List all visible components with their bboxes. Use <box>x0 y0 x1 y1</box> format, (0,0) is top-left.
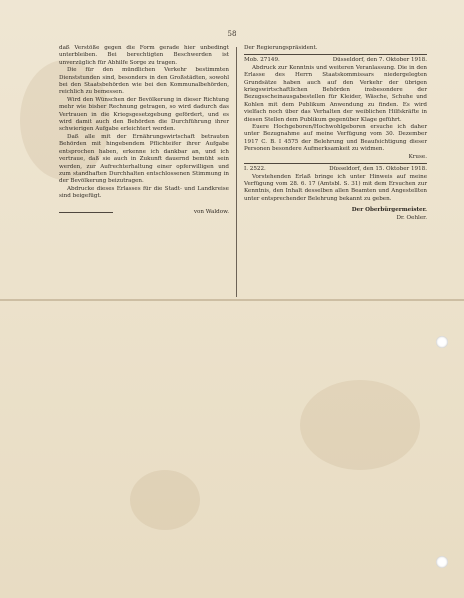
section-header: Der Regierungspräsident. <box>244 45 318 51</box>
left-column <box>59 45 229 216</box>
right-column <box>244 45 427 222</box>
reference-number: I. 2522. <box>244 166 266 173</box>
reference-line <box>244 166 427 173</box>
separator <box>244 163 427 164</box>
signature: von Waldow. <box>193 208 229 215</box>
signature-row <box>59 209 229 216</box>
left-paragraph: Abdrucke dieses Erlasses für die Stadt- und Landkreise sind beigefügt. <box>59 185 229 200</box>
reference-line <box>244 57 427 64</box>
paper-fold <box>0 299 464 301</box>
place-date: Düsseldorf, den 15. Oktober 1918. <box>329 166 427 173</box>
column-divider <box>236 47 237 297</box>
left-paragraph: Daß alle mit der Ernährungswirtschaft betrauten Behörden mit hingebendem Pflichteifer ihrer Aufgabe entsprochen haben, erkenne ich dankbar an, und ich vertraue, daß sie auch in Zukunft dauernd bemüht sein werden, zur Aufrechterhaltung einer opferwilligen und zum standhaften Durchhalten entschlossenen Stimmung in der Bevölkerung beizutragen. <box>59 133 229 185</box>
place-date: Düsseldorf, den 7. Oktober 1918. <box>332 57 427 64</box>
punch-hole <box>436 556 448 568</box>
paper-stain <box>300 380 420 470</box>
right-paragraph: Vorstehenden Erlaß bringe ich unter Hinweis auf meine Verfügung vom 28. 6. 17 (Amtsbl. S. 31) mit dem Ersuchen zur Kenntnis, den Inhalt desselben allen Beamten und Angestellten unter entsprechender Belehrung bekannt zu geben. <box>244 173 427 202</box>
left-paragraph: Wird den Wünschen der Bevölkerung in dieser Richtung mehr wie bisher Rechnung getragen, so wird dadurch das Vertrauen in die Kriegsgesetzgebung gefördert, und es wird damit auch den Behörden die Durchführung ihrer schwierigen Aufgabe erleichtert werden. <box>59 96 229 133</box>
right-paragraph: Euere Hochgeboren/Hochwohlgeboren ersuche ich daher unter Bezugnahme auf meine Verfügung vom 30. Dezember 1917 C. B. I 4575 der Belehrung und Beaufsichtigung dieser Personen besondere Aufmerksamkeit zu widmen. <box>244 124 427 153</box>
page-number: 58 <box>227 30 237 38</box>
authority-title: Der Oberbürgermeister. <box>351 207 427 214</box>
left-paragraph: Die für den mündlichen Verkehr bestimmten Dienststunden sind, besonders in den Großstädten, sowohl bei den Staatsbehörden wie bei den Kommunalbehörden, reichlich zu bemessen. <box>59 67 229 96</box>
paper-stain <box>130 470 200 530</box>
separator <box>244 54 427 55</box>
left-paragraph: daß Verstöße gegen die Form gerade hier unbedingt unterbleiben. Bei berechtigten Beschwerden ist unverzüglich für Abhilfe Sorge zu tragen. <box>59 45 229 66</box>
separator <box>59 212 113 213</box>
signature: Kruse. <box>408 153 427 160</box>
punch-hole <box>436 336 448 348</box>
signature: Dr. Oehler. <box>396 214 427 221</box>
reference-number: Mob. 27149. <box>244 57 280 64</box>
right-paragraph: Abdruck zur Kenntnis und weiteren Veranlassung. Die in den Erlasse des Herrn Staatskommissars niedergelegten Grundsätze haben auch auf den Verkehr der übrigen kriegswirtschaftlichen Behörden insbesondere der Bezugsscheinausgabestellen für Kleider, Wäsche, Schuhe und Kohlen mit dem Publikum Anwendung zu finden. Es wird vielfach noch über das Verhalten der weiblichen Hilfskräfte in diesen Stellen dem Publikum gegenüber Klage geführt. <box>244 64 427 123</box>
